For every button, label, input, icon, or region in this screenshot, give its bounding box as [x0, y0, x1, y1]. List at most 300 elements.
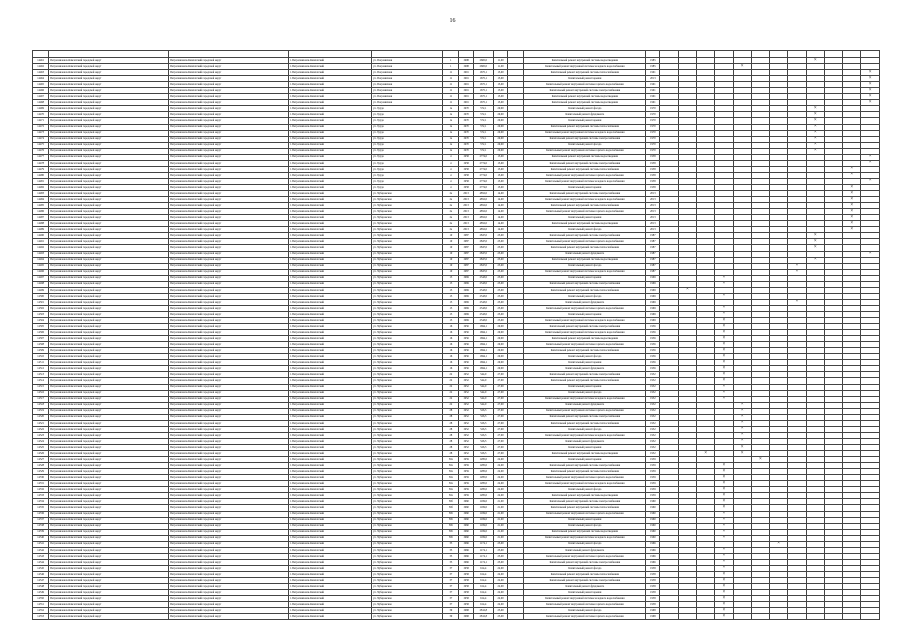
cell-ar: 2543,0	[473, 281, 493, 287]
cell-rg: Петропавловск-Камчатский городской округ	[49, 64, 169, 70]
cell-rg: Петропавловск-Камчатский городской округ	[49, 330, 169, 336]
cell-ar: 572,1	[473, 142, 493, 148]
cell-year: 1952	[646, 420, 660, 426]
cell-work-type: Капитальный ремонт внутренней системы водоотведения	[524, 493, 646, 499]
cell-year: 1991	[646, 70, 660, 76]
cell-year: 1959	[646, 469, 660, 475]
cell-h: 10	[443, 251, 459, 257]
cell-mo: Петропавловск-Камчатский городской округ	[169, 100, 289, 106]
cell-np: г. Петропавловск-Камчатский	[288, 396, 371, 402]
check-mark-icon: ×	[806, 239, 824, 245]
cell-np: г. Петропавловск-Камчатский	[288, 366, 371, 372]
cell-id: 14468	[33, 100, 49, 106]
cell-nn: 23,00	[493, 553, 507, 559]
cell-h: 39	[443, 614, 459, 620]
cell-ar: 526,3	[473, 414, 493, 420]
cell-year: 2013	[646, 191, 660, 197]
cell-np: г. Петропавловск-Камчатский	[288, 88, 371, 94]
cell-year: 2013	[646, 215, 660, 221]
cell-np: г. Петропавловск-Камчатский	[288, 602, 371, 608]
cell-y: 1960	[459, 523, 473, 529]
cell-year: 1991	[646, 88, 660, 94]
check-mark-icon: ×	[733, 408, 751, 414]
cell-np: г. Петропавловск-Камчатский	[288, 414, 371, 420]
cell-work-type: Капитальный ремонт внутренней системы холодного водоснабжения	[524, 178, 646, 184]
cell-mo: Петропавловск-Камчатский городской округ	[169, 384, 289, 390]
cell-nn: 13,00	[493, 178, 507, 184]
cell-st: ул. Чубаровская	[372, 565, 443, 571]
cell-rg: Петропавловск-Камчатский городской округ	[49, 324, 169, 330]
cell-np: г. Петропавловск-Камчатский	[288, 523, 371, 529]
cell-nn: 27,00	[493, 372, 507, 378]
check-mark-icon: ×	[843, 227, 861, 233]
cell-mo: Петропавловск-Камчатский городской округ	[169, 402, 289, 408]
cell-rg: Петропавловск-Камчатский городской округ	[49, 124, 169, 130]
cell-np: г. Петропавловск-Камчатский	[288, 209, 371, 215]
cell-id: 14465	[33, 82, 49, 88]
cell-year: 1970	[646, 112, 660, 118]
cell-ar: 1285,0	[473, 457, 493, 463]
cell-ar: 526,3	[473, 408, 493, 414]
cell-rg: Петропавловск-Камчатский городской округ	[49, 58, 169, 64]
cell-y: 1952	[459, 372, 473, 378]
cell-h: 16	[443, 342, 459, 348]
cell-mo: Петропавловск-Камчатский городской округ	[169, 197, 289, 203]
check-mark-icon: ×	[733, 451, 751, 457]
check-mark-icon: ×	[733, 426, 751, 432]
cell-rg: Петропавловск-Камчатский городской округ	[49, 354, 169, 360]
cell-mo: Петропавловск-Камчатский городской округ	[169, 438, 289, 444]
cell-id: 14496	[33, 269, 49, 275]
cell-empty	[751, 614, 769, 620]
cell-ar: 2847,0	[473, 263, 493, 269]
cell-st: ул. Чубаровская	[372, 457, 443, 463]
cell-year: 1968	[646, 608, 660, 614]
cell-ar: 1675,1	[473, 88, 493, 94]
cell-np: г. Петропавловск-Камчатский	[288, 130, 371, 136]
cell-ar: 2543,0	[473, 311, 493, 317]
cell-work-type: Капитальный ремонт крыши	[524, 445, 646, 451]
cell-mo: Петропавловск-Камчатский городской округ	[169, 348, 289, 354]
cell-np: г. Петропавловск-Камчатский	[288, 142, 371, 148]
cell-h: 22	[443, 378, 459, 384]
cell-y: 1956	[459, 336, 473, 342]
cell-h: 39	[443, 608, 459, 614]
cell-rg: Петропавловск-Камчатский городской округ	[49, 469, 169, 475]
cell-rg: Петропавловск-Камчатский городской округ	[49, 136, 169, 142]
cell-h: 16	[443, 366, 459, 372]
cell-ar: 526,3	[473, 426, 493, 432]
cell-work-type: Капитальный ремонт внутренней системы теплоснабжения	[524, 348, 646, 354]
cell-year: 1966	[646, 553, 660, 559]
cell-ar: 2847,0	[473, 269, 493, 275]
cell-id: 14497	[33, 275, 49, 281]
cell-nn: 20,00	[493, 324, 507, 330]
cell-y: 1958	[459, 584, 473, 590]
cell-np: г. Петропавловск-Камчатский	[288, 203, 371, 209]
cell-id: 14526	[33, 451, 49, 457]
cell-mo: Петропавловск-Камчатский городской округ	[169, 457, 289, 463]
cell-st: ул. Чубаровская	[372, 493, 443, 499]
cell-rg: Петропавловск-Камчатский городской округ	[49, 505, 169, 511]
cell-id: 14500	[33, 293, 49, 299]
cell-year: 1985	[646, 58, 660, 64]
cell-st: ул. Чубаровская	[372, 445, 443, 451]
cell-ar: 526,3	[473, 445, 493, 451]
cell-st: ул. Чубаровская	[372, 553, 443, 559]
cell-y: 1969	[459, 305, 473, 311]
cell-h: 28	[443, 451, 459, 457]
cell-work-type: Капитальный ремонт внутренней системы горячего водоснабжения	[524, 239, 646, 245]
cell-st: ул. Чубаровская	[372, 481, 443, 487]
cell-rg: Петропавловск-Камчатский городской округ	[49, 553, 169, 559]
cell-mo: Петропавловск-Камчатский городской округ	[169, 330, 289, 336]
cell-st: ул. Чубаровская	[372, 608, 443, 614]
cell-st: ул. Чубаровская	[372, 348, 443, 354]
check-mark-icon: ×	[806, 118, 824, 124]
cell-np: г. Петропавловск-Камчатский	[288, 578, 371, 584]
cell-st: ул. Пограничная	[372, 70, 443, 76]
cell-rg: Петропавловск-Камчатский городской округ	[49, 596, 169, 602]
check-mark-icon: ×	[715, 281, 733, 287]
cell-h: 30б	[443, 535, 459, 541]
cell-year: 2013	[646, 76, 660, 82]
cell-np: г. Петропавловск-Камчатский	[288, 269, 371, 275]
cell-y: 1987	[459, 263, 473, 269]
cell-year: 1970	[646, 142, 660, 148]
cell-work-type: Капитальный ремонт фундамента	[524, 366, 646, 372]
cell-id: 14538	[33, 523, 49, 529]
cell-y: 2013	[459, 209, 473, 215]
cell-year: 1952	[646, 372, 660, 378]
cell-y: 2013	[459, 203, 473, 209]
cell-year: 1966	[646, 547, 660, 553]
cell-rg: Петропавловск-Камчатский городской округ	[49, 487, 169, 493]
cell-y: 1959	[459, 493, 473, 499]
check-mark-icon: ×	[861, 154, 880, 160]
cell-np: г. Петропавловск-Камчатский	[288, 281, 371, 287]
cell-ar: 526,3	[473, 451, 493, 457]
cell-st: ул. Чубаровская	[372, 191, 443, 197]
cell-st: ул. Чубаровская	[372, 578, 443, 584]
cell-h: 1а	[443, 124, 459, 130]
cell-mo: Петропавловск-Камчатский городской округ	[169, 426, 289, 432]
cell-year: 1987	[646, 263, 660, 269]
cell-year: 1952	[646, 414, 660, 420]
cell-rg: Петропавловск-Камчатский городской округ	[49, 541, 169, 547]
cell-id: 14540	[33, 535, 49, 541]
cell-mo: Петропавловск-Камчатский городской округ	[169, 565, 289, 571]
cell-work-type: Капитальный ремонт внутренней системы теплоснабжения	[524, 571, 646, 577]
cell-mo: Петропавловск-Камчатский городской округ	[169, 354, 289, 360]
cell-year: 1958	[646, 602, 660, 608]
check-mark-icon: ×	[697, 451, 715, 457]
cell-rg: Петропавловск-Камчатский городской округ	[49, 154, 169, 160]
cell-work-type: Капитальный ремонт внутренней системы холодного водоснабжения	[524, 535, 646, 541]
cell-work-type: Капитальный ремонт внутренней системы холодного водоснабжения	[524, 596, 646, 602]
cell-work-type: Капитальный ремонт внутренней системы теплоснабжения	[524, 70, 646, 76]
cell-mo: Петропавловск-Камчатский городской округ	[169, 142, 289, 148]
check-mark-icon: ×	[843, 197, 861, 203]
cell-np: г. Петропавловск-Камчатский	[288, 390, 371, 396]
cell-year: 1970	[646, 136, 660, 142]
cell-work-type: Капитальный ремонт внутренней системы холодного водоснабжения	[524, 318, 646, 324]
cell-np: г. Петропавловск-Камчатский	[288, 118, 371, 124]
cell-ar: 1694,1	[473, 342, 493, 348]
cell-np: г. Петропавловск-Камчатский	[288, 517, 371, 523]
cell-y: 1966	[459, 553, 473, 559]
cell-h: 28	[443, 408, 459, 414]
cell-nn: 13,00	[493, 166, 507, 172]
cell-nn: 22,00	[493, 493, 507, 499]
cell-id: 14516	[33, 390, 49, 396]
cell-st: ул. Чубаровская	[372, 590, 443, 596]
cell-id: 14515	[33, 384, 49, 390]
cell-ar: 1694,1	[473, 324, 493, 330]
cell-ar: 1285,0	[473, 487, 493, 493]
cell-id: 14548	[33, 584, 49, 590]
cell-h: 10	[443, 239, 459, 245]
table-header-row	[33, 51, 880, 58]
cell-year: 1959	[646, 493, 660, 499]
cell-h: 11	[443, 88, 459, 94]
check-mark-icon: ×	[806, 58, 824, 64]
check-mark-icon: ×	[843, 166, 861, 172]
check-mark-icon: ×	[843, 209, 861, 215]
cell-rg: Петропавловск-Камчатский городской округ	[49, 523, 169, 529]
cell-rg: Петропавловск-Камчатский городской округ	[49, 463, 169, 469]
cell-h: 30а	[443, 475, 459, 481]
cell-id: 14549	[33, 590, 49, 596]
cell-y: 1998	[459, 64, 473, 70]
cell-st: ул. Чубаровская	[372, 287, 443, 293]
cell-id: 14517	[33, 396, 49, 402]
cell-mo: Петропавловск-Камчатский городской округ	[169, 160, 289, 166]
cell-st: ул. Чубаровская	[372, 602, 443, 608]
cell-nn: 23,00	[493, 614, 507, 620]
cell-rg: Петропавловск-Камчатский городской округ	[49, 499, 169, 505]
cell-mo: Петропавловск-Камчатский городской округ	[169, 602, 289, 608]
cell-work-type: Капитальный ремонт фасада	[524, 523, 646, 529]
cell-work-type: Капитальный ремонт внутренней системы теплоснабжения	[524, 166, 646, 172]
cell-h: 37	[443, 578, 459, 584]
cell-np: г. Петропавловск-Камчатский	[288, 197, 371, 203]
cell-y: 1966	[459, 559, 473, 565]
cell-st: ул. Чубаровская	[372, 571, 443, 577]
cell-h: 2а	[443, 209, 459, 215]
cell-ar: 4852,0	[473, 191, 493, 197]
cell-rg: Петропавловск-Камчатский городской округ	[49, 517, 169, 523]
cell-mo: Петропавловск-Камчатский городской округ	[169, 166, 289, 172]
cell-year: 1987	[646, 257, 660, 263]
cell-np: г. Петропавловск-Камчатский	[288, 227, 371, 233]
cell-mo: Петропавловск-Камчатский городской округ	[169, 396, 289, 402]
cell-year: 1966	[646, 541, 660, 547]
cell-year: 1956	[646, 330, 660, 336]
cell-work-type: Капитальный ремонт внутренней системы теплоснабжения	[524, 505, 646, 511]
check-mark-icon: ×	[715, 547, 733, 553]
cell-y: 1956	[459, 330, 473, 336]
cell-year: 1956	[646, 336, 660, 342]
cell-y: 1958	[459, 184, 473, 190]
cell-work-type: Капитальный ремонт внутренней системы электроснабжения	[524, 559, 646, 565]
cell-y: 1987	[459, 233, 473, 239]
cell-year: 1952	[646, 384, 660, 390]
check-mark-icon: ×	[788, 299, 806, 305]
cell-st: ул. Чубаровская	[372, 426, 443, 432]
cell-y: 1956	[459, 342, 473, 348]
cell-mo: Петропавловск-Камчатский городской округ	[169, 372, 289, 378]
cell-year: 1959	[646, 481, 660, 487]
cell-year: 1991	[646, 100, 660, 106]
cell-h: 1а	[443, 118, 459, 124]
cell-np: г. Петропавловск-Камчатский	[288, 445, 371, 451]
check-mark-icon: ×	[715, 559, 733, 565]
cell-id: 14547	[33, 578, 49, 584]
cell-st: ул. Чубаровская	[372, 257, 443, 263]
cell-y: 1958	[459, 571, 473, 577]
cell-y: 1991	[459, 88, 473, 94]
cell-rg: Петропавловск-Камчатский городской округ	[49, 287, 169, 293]
cell-h: 37	[443, 571, 459, 577]
cell-nn: 27,00	[493, 390, 507, 396]
cell-st: ул. Чубаровская	[372, 390, 443, 396]
cell-ar: 1694,1	[473, 360, 493, 366]
cell-np: г. Петропавловск-Камчатский	[288, 348, 371, 354]
cell-nn: 27,00	[493, 414, 507, 420]
cell-rg: Петропавловск-Камчатский городской округ	[49, 112, 169, 118]
cell-nn: 23,00	[493, 281, 507, 287]
cell-st: ул. Чубаровская	[372, 559, 443, 565]
check-mark-icon: ×	[843, 203, 861, 209]
cell-h: 22	[443, 396, 459, 402]
cell-work-type: Капитальный ремонт внутренней системы водоотведения	[524, 451, 646, 457]
cell-id: 14527	[33, 457, 49, 463]
cell-y: 1952	[459, 408, 473, 414]
check-mark-icon: ×	[715, 396, 733, 402]
cell-np: г. Петропавловск-Камчатский	[288, 438, 371, 444]
cell-id: 14474	[33, 136, 49, 142]
check-mark-icon: ×	[715, 493, 733, 499]
cell-h: 15	[443, 318, 459, 324]
cell-nn: 13,00	[493, 100, 507, 106]
cell-ar: 2847,0	[473, 233, 493, 239]
cell-rg: Петропавловск-Камчатский городской округ	[49, 602, 169, 608]
cell-mo: Петропавловск-Камчатский городской округ	[169, 94, 289, 100]
check-mark-icon: ×	[715, 535, 733, 541]
cell-y: 1952	[459, 420, 473, 426]
cell-h: 2а	[443, 227, 459, 233]
cell-id: 14542	[33, 547, 49, 553]
cell-mo: Петропавловск-Камчатский городской округ	[169, 547, 289, 553]
cell-rg: Петропавловск-Камчатский городской округ	[49, 584, 169, 590]
cell-np: г. Петропавловск-Камчатский	[288, 263, 371, 269]
cell-rg: Петропавловск-Камчатский городской округ	[49, 426, 169, 432]
cell-y: 1970	[459, 142, 473, 148]
cell-np: г. Петропавловск-Камчатский	[288, 384, 371, 390]
cell-rg: Петропавловск-Камчатский городской округ	[49, 475, 169, 481]
cell-mo: Петропавловск-Камчатский городской округ	[169, 378, 289, 384]
cell-rg: Петропавловск-Камчатский городской округ	[49, 281, 169, 287]
cell-st: ул. Чубаровская	[372, 336, 443, 342]
cell-rg: Петропавловск-Камчатский городской округ	[49, 608, 169, 614]
check-mark-icon: ×	[715, 475, 733, 481]
cell-ar: 526,3	[473, 438, 493, 444]
check-mark-icon: ×	[861, 160, 880, 166]
cell-ar: 572,1	[473, 112, 493, 118]
cell-work-type: Капитальный ремонт внутренней системы электроснабжения	[524, 88, 646, 94]
cell-year: 1987	[646, 269, 660, 275]
cell-year: 2013	[646, 227, 660, 233]
cell-ar: 1285,0	[473, 475, 493, 481]
cell-y: 1960	[459, 505, 473, 511]
cell-mo: Петропавловск-Камчатский городской округ	[169, 523, 289, 529]
cell-empty	[843, 614, 861, 620]
cell-h: 2а	[443, 191, 459, 197]
cell-h: 35	[443, 559, 459, 565]
cell-mo: Петропавловск-Камчатский городской округ	[169, 578, 289, 584]
cell-year: 1958	[646, 172, 660, 178]
cell-h: 28	[443, 420, 459, 426]
check-mark-icon: ×	[715, 481, 733, 487]
cell-nn: 20,00	[493, 354, 507, 360]
cell-year: 1956	[646, 360, 660, 366]
table-row	[33, 614, 880, 620]
cell-st: ул. Чубаровская	[372, 221, 443, 227]
cell-np: г. Петропавловск-Камчатский	[288, 529, 371, 535]
cell-nn: 23,00	[493, 269, 507, 275]
cell-np: г. Петропавловск-Камчатский	[288, 432, 371, 438]
cell-work-type: Капитальный ремонт внутренней системы горячего водоснабжения	[524, 553, 646, 559]
cell-nn: 23,00	[493, 287, 507, 293]
cell-np: г. Петропавловск-Камчатский	[288, 172, 371, 178]
cell-ar: 4852,0	[473, 221, 493, 227]
cell-np: г. Петропавловск-Камчатский	[288, 299, 371, 305]
cell-rg: Петропавловск-Камчатский городской округ	[49, 481, 169, 487]
cell-ar: 1694,1	[473, 348, 493, 354]
cell-work-type: Капитальный ремонт фундамента	[524, 584, 646, 590]
cell-year: 2013	[646, 197, 660, 203]
cell-h: 11	[443, 76, 459, 82]
cell-nn: 23,00	[493, 251, 507, 257]
cell-nn: 23,00	[493, 233, 507, 239]
cell-h: 10	[443, 233, 459, 239]
cell-year: 1958	[646, 184, 660, 190]
cell-mo: Петропавловск-Камчатский городской округ	[169, 184, 289, 190]
cell-y: 1991	[459, 70, 473, 76]
cell-st: ул. Чубаровская	[372, 215, 443, 221]
cell-st: ул. Чубаровская	[372, 475, 443, 481]
cell-rg: Петропавловск-Камчатский городской округ	[49, 348, 169, 354]
cell-y: 1958	[459, 602, 473, 608]
check-mark-icon: ×	[770, 541, 788, 547]
cell-id: 14537	[33, 517, 49, 523]
cell-year: 1952	[646, 438, 660, 444]
cell-st: ул. Чубаровская	[372, 378, 443, 384]
cell-ar: 2774,0	[473, 160, 493, 166]
cell-st: ул. Труда	[372, 136, 443, 142]
cell-year: 1958	[646, 154, 660, 160]
cell-nn: 13,00	[493, 76, 507, 82]
cell-ar: 614,4	[473, 602, 493, 608]
cell-nn: 23,00	[493, 275, 507, 281]
cell-st: ул. Чубаровская	[372, 263, 443, 269]
cell-id: 14498	[33, 281, 49, 287]
cell-id: 14466	[33, 88, 49, 94]
cell-mo: Петропавловск-Камчатский городской округ	[169, 136, 289, 142]
cell-np: г. Петропавловск-Камчатский	[288, 148, 371, 154]
check-mark-icon: ×	[843, 215, 861, 221]
